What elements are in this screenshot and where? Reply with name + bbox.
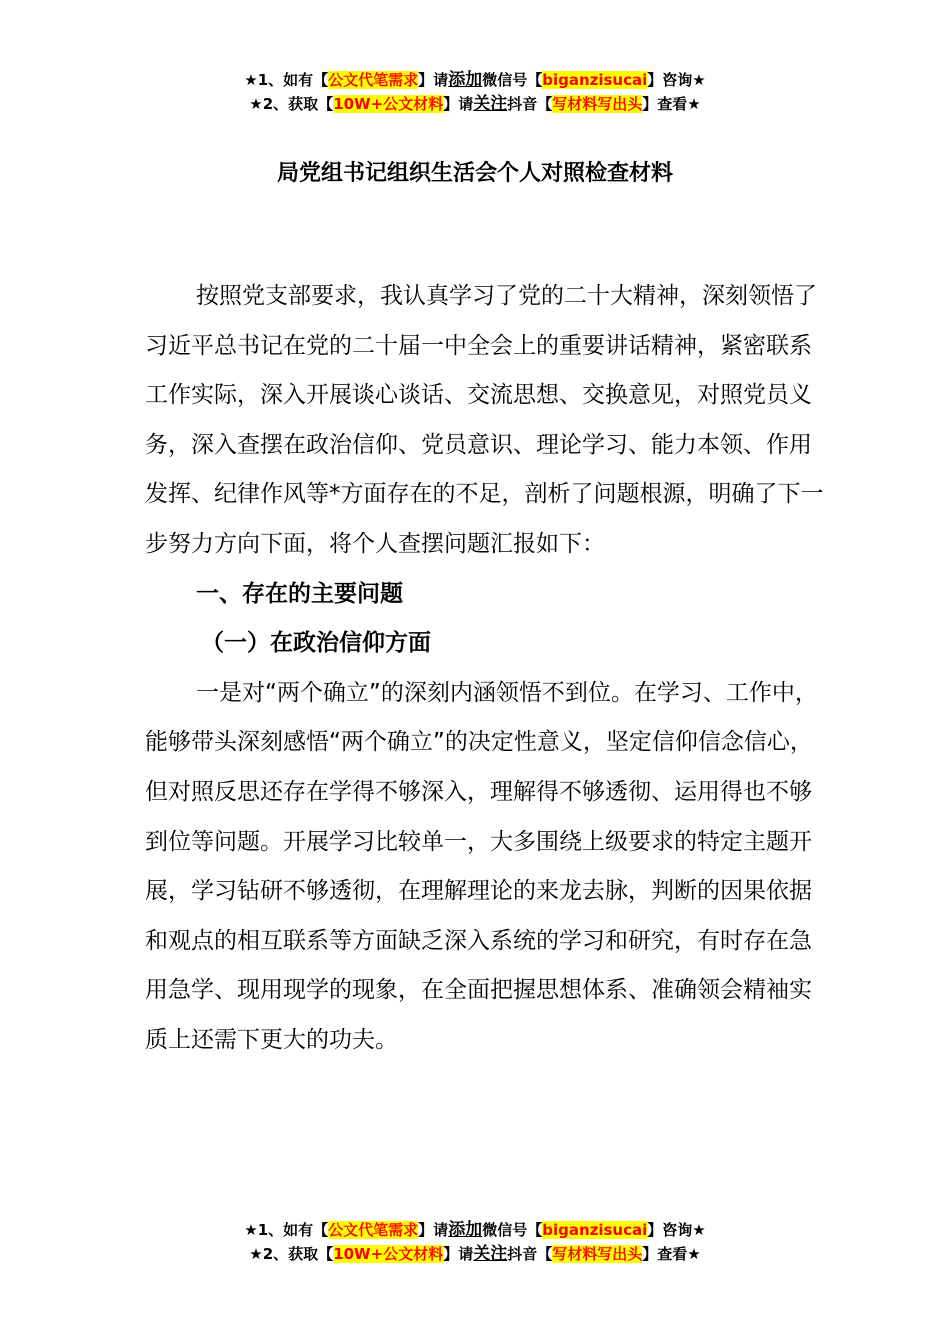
banner-highlight: 公文代笔需求 (328, 71, 419, 89)
subsection-heading: （一）在政治信仰方面 (201, 630, 431, 657)
banner-highlight: 10W+公文材料 (333, 1245, 444, 1263)
banner-text: 】咨询★ (647, 71, 706, 89)
banner-line-1 (0, 1218, 950, 1242)
document-body (145, 272, 825, 1066)
banner-highlight: 公文代笔需求 (328, 1221, 419, 1239)
banner-line-2 (0, 1242, 950, 1266)
banner-text: 】请 (443, 1245, 474, 1263)
section-heading: 一、存在的主要问题 (196, 580, 403, 607)
banner-text: ★2、获取【 (249, 95, 334, 113)
banner-text: ★2、获取【 (249, 1245, 334, 1263)
banner-text: 】请 (418, 1221, 449, 1239)
banner-text: ★1、如有【 (244, 71, 329, 89)
douyin-account: 写材料写出头 (552, 95, 643, 113)
bottom-banner (0, 1218, 950, 1266)
banner-emphasis: 添加 (448, 70, 483, 90)
banner-highlight: 10W+公文材料 (333, 95, 444, 113)
banner-text: 】请 (418, 71, 449, 89)
body-paragraph: 一是对“两个确立”的深刻内涵领悟不到位。在学习、工作中，能够带头深刻感悟“两个确立”的决定性意义，坚定信仰信念信心，但对照反思还存在学得不够深入，理解得不够透彻、运用得也不够到位等问题。开展学习比较单一，大多围绕上级要求的特定主题开展，学习钻研不够透彻，在理解理论的来龙去脉，判断的因果依据和观点的相互联系等方面缺乏深入系统的学习和研究，有时存在急用急学、现用现学的现象，在全面把握思想体系、准确领会精袖实质上还需下更大的功夫。 (145, 679, 818, 1053)
intro-paragraph: 按照党支部要求，我认真学习了党的二十大精神，深刻领悟了习近平总书记在党的二十届一中全会上的重要讲话精神，紧密联系工作实际，深入开展谈心谈话、交流思想、交换意见，对照党员义务，深入查摆在政治信仰、党员意识、理论学习、能力本领、作用发挥、纪律作风等*方面存在的不足，剖析了问题根源，明确了下一步努力方向下面，将个人查摆问题汇报如下： (145, 283, 824, 557)
banner-text: 】查看★ (642, 1245, 701, 1263)
banner-text: 】请 (443, 95, 474, 113)
banner-line-1 (0, 68, 950, 92)
banner-text: 】咨询★ (647, 1221, 706, 1239)
banner-text: 】查看★ (642, 95, 701, 113)
banner-text: 抖音【 (507, 95, 553, 113)
banner-text: 微信号【 (482, 1221, 543, 1239)
banner-line-2 (0, 92, 950, 116)
banner-emphasis: 关注 (473, 94, 508, 114)
banner-emphasis: 关注 (473, 1244, 508, 1264)
wechat-id: biganzisucai (542, 71, 648, 89)
document-title: 局党组书记组织生活会个人对照检查材料 (276, 161, 673, 186)
wechat-id: biganzisucai (542, 1221, 648, 1239)
top-banner (0, 68, 950, 116)
banner-text: 抖音【 (507, 1245, 553, 1263)
banner-emphasis: 添加 (448, 1220, 483, 1240)
banner-text: ★1、如有【 (244, 1221, 329, 1239)
banner-text: 微信号【 (482, 71, 543, 89)
douyin-account: 写材料写出头 (552, 1245, 643, 1263)
